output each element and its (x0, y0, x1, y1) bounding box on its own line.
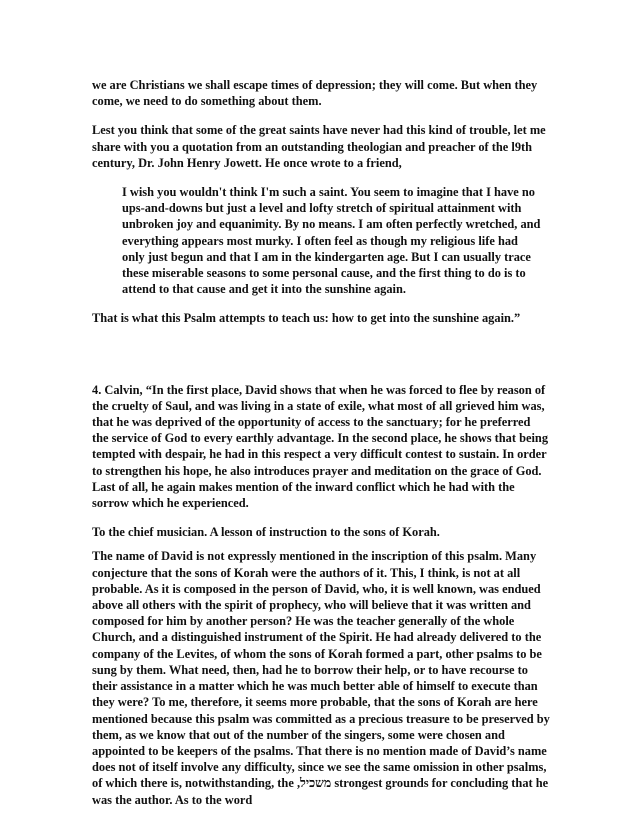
paragraph-inscription: To the chief musician. A lesson of instruction to the sons of Korah. (92, 525, 440, 540)
hebrew-word-maskil: ,משכיל (296, 776, 332, 791)
document-body (92, 77, 550, 808)
paragraph-depression: we are Christians we shall escape times of depression; they will come. But when they come, we need to do something about them. (92, 78, 538, 109)
paragraph-name-of-david-text: The name of David is not expressly mentioned in the inscription of this psalm. Many conjecture that the sons of Korah were the authors of it. This, I think, is not at all probable. As it is composed in the person of David, who, it is well known, was endued above all others with the spirit of prophecy, who will believe that it was written and composed for him by another person? He was the teacher generally of the whole Church, and a distinguished instrument of the Spirit. He had already delivered to the company of the Levites, of whom the sons of Korah formed a part, other psalms to be sung by them. What need, then, had he to borrow their help, or to have recourse to their assistance in a matter which he was much better able of himself to execute than they were? To me, therefore, it seems more probable, that the sons of Korah are here mentioned because this psalm was committed as a precious treasure to be preserved by them, as we know that out of the number of the singers, some were chosen and appointed to be keepers of the psalms. That there is no mention made of David’s name does not of itself involve any difficulty, since we see the same omission in other psalms, of which there is, notwithstanding, the ,משכיל strongest grounds for concluding that he was the author. As to the word (92, 549, 550, 807)
paragraph-calvin: 4. Calvin, “In the first place, David shows that when he was forced to flee by reason of the cruelty of Saul, and was living in a state of exile, what most of all grieved him was, that he was deprived of the opportunity of access to the sanctuary; for he preferred the service of God to every earthly advantage. In the second place, he shows that being tempted with despair, he had in this respect a very difficult contest to sustain. In order to strengthen his hope, he also introduces prayer and meditation on the grace of God. Last of all, he again makes mention of the inward conflict which he had with the sorrow which he experienced. (92, 382, 549, 511)
paragraph-great-saints: Lest you think that some of the great saints have never had this kind of trouble, let me share with you a quotation from an outstanding theologian and preacher of the l9th century, Dr. John Henry Jowett. He once wrote to a friend, (92, 123, 546, 170)
paragraph-name-of-david (92, 548, 550, 807)
block-quote-jowett: I wish you wouldn't think I'm such a saint. You seem to imagine that I have no ups-and-downs but just a level and lofty stretch of spiritual attainment with unbroken joy and equanimity. By no means. I am often perfectly wretched, and everything appears most murky. I often feel as though my religious life had only just begun and that I am in the kindergarten age. But I can usually trace these miserable seasons to some personal cause, and the first thing to do is to attend to that cause and get it into the sunshine again. (122, 185, 541, 297)
paragraph-sunshine: That is what this Psalm attempts to teach us: how to get into the sunshine again.” (92, 311, 521, 326)
